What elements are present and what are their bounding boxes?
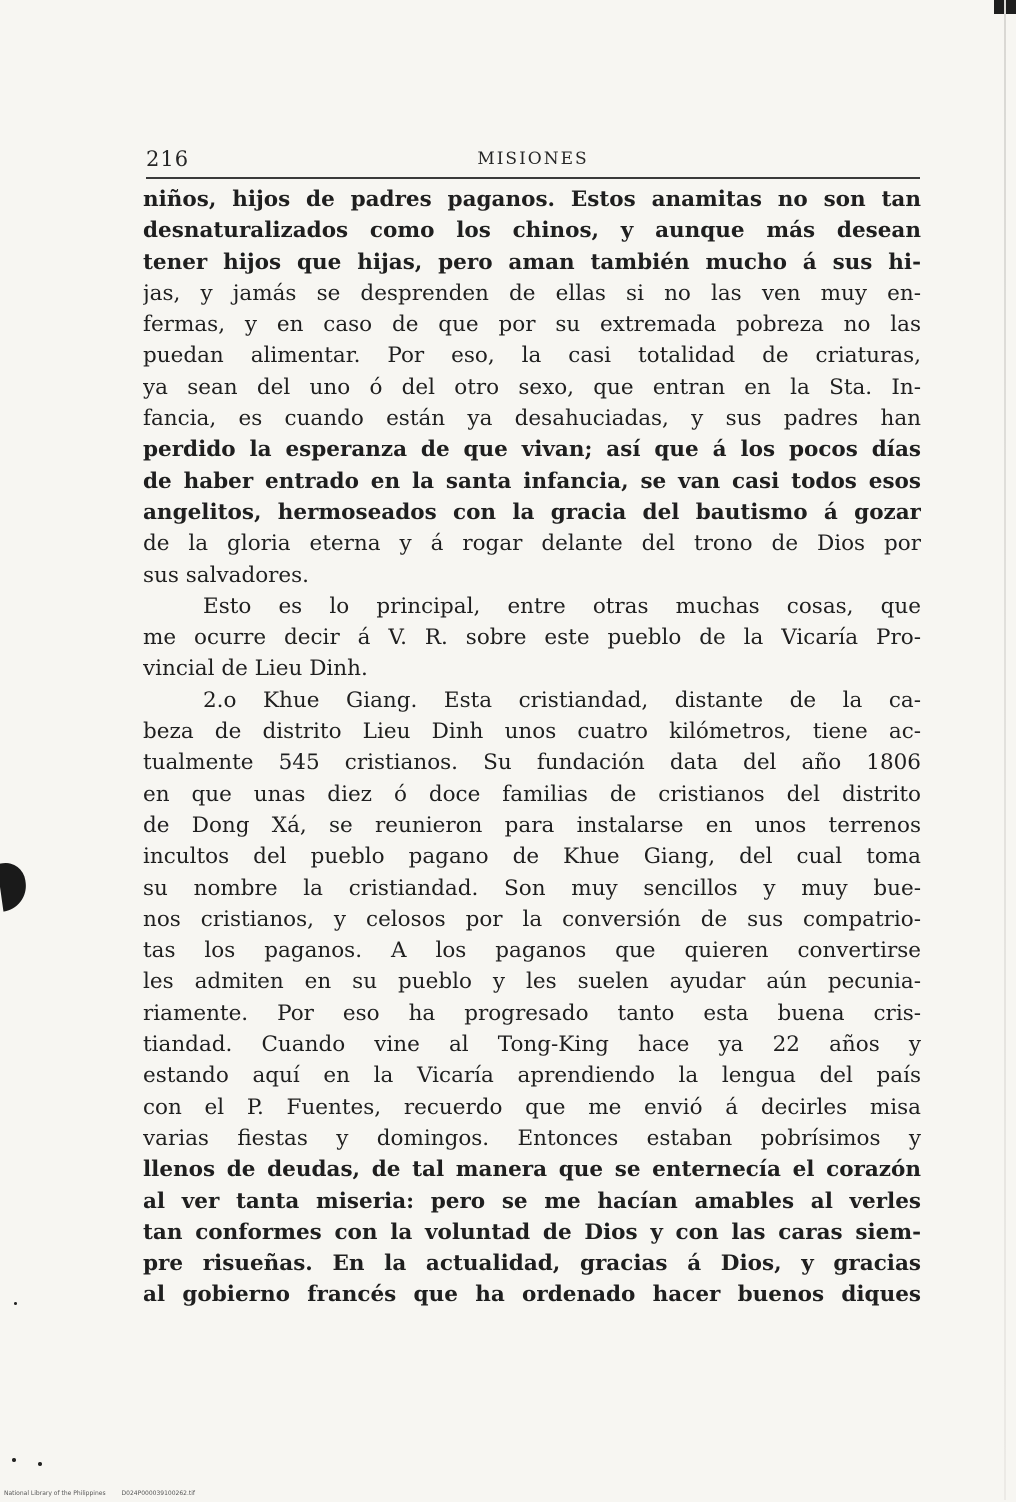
paragraph-start-line: Esto es lo principal, entre otras muchas cosas, que — [203, 593, 921, 619]
text-line: fermas, y en caso de que por su extremada pobreza no las — [143, 312, 921, 338]
text-line: tener hijos que hijas, pero aman también mucho á sus hi- — [143, 249, 921, 275]
text-line: tas los paganos. A los paganos que quieren convertirse — [143, 938, 921, 964]
text-line: me ocurre decir á V. R. sobre este pueblo de la Vicaría Pro- — [143, 625, 921, 651]
page-number: 216 — [146, 147, 190, 171]
paragraph-end-line: sus salvadores. — [143, 562, 310, 588]
text-line: niños, hijos de padres paganos. Estos anamitas no son tan — [143, 187, 921, 212]
text-line: de Dong Xá, se reunieron para instalarse en unos terrenos — [143, 812, 921, 838]
text-line: su nombre la cristiandad. Son muy sencillos y muy bue- — [143, 875, 921, 901]
paragraph-end-line: vincial de Lieu Dinh. — [143, 656, 368, 682]
text-line: puedan alimentar. Por eso, la casi totalidad de criaturas, — [143, 343, 921, 369]
text-line: en que unas diez ó doce familias de cristianos del distrito — [143, 781, 921, 807]
text-line: de la gloria eterna y á rogar delante del trono de Dios por — [143, 531, 921, 557]
text-line: incultos del pueblo pagano de Khue Giang, del cual toma — [143, 844, 921, 870]
speck-3 — [14, 1302, 17, 1305]
scan-footer — [4, 1490, 195, 1497]
text-line: desnaturalizados como los chinos, y aunque más desean — [143, 218, 921, 244]
text-line: perdido la esperanza de que vivan; así que á los pocos días — [143, 437, 921, 463]
text-line: angelitos, hermoseados con la gracia del bautismo á gozar — [143, 499, 921, 525]
text-line: llenos de deudas, de tal manera que se enternecía el corazón — [143, 1157, 921, 1183]
speck-2 — [38, 1462, 42, 1466]
scan-edge-line — [1004, 0, 1006, 1500]
text-line: varias fiestas y domingos. Entonces estaban pobrísimos y — [143, 1125, 921, 1151]
text-line: tualmente 545 cristianos. Su fundación data del año 1806 — [143, 750, 921, 776]
binding-shadow — [0, 860, 29, 911]
body-text — [143, 184, 921, 1311]
running-title: MISIONES — [477, 149, 589, 169]
text-line: pre risueñas. En la actualidad, gracias á Dios, y gracias — [143, 1251, 921, 1277]
text-line: jas, y jamás se desprenden de ellas si no las ven muy en- — [143, 280, 921, 306]
text-line: tiandad. Cuando vine al Tong-King hace ya 22 años y — [143, 1032, 921, 1058]
text-line: al gobierno francés que ha ordenado hacer buenos diques — [143, 1282, 921, 1308]
footer-library: National Library of the Philippines — [4, 1490, 106, 1497]
page-header — [146, 145, 920, 179]
text-line: riamente. Por eso ha progresado tanto esta buena cris- — [143, 1000, 921, 1026]
text-line: de haber entrado en la santa infancia, se van casi todos esos — [143, 468, 921, 494]
text-line: tan conformes con la voluntad de Dios y con las caras siem- — [143, 1219, 921, 1245]
text-line: estando aquí en la Vicaría aprendiendo la lengua del país — [143, 1063, 921, 1089]
speck-1 — [12, 1458, 16, 1462]
text-line: beza de distrito Lieu Dinh unos cuatro kilómetros, tiene ac- — [143, 719, 921, 745]
paragraph-start-line: 2.o Khue Giang. Esta cristiandad, distante de la ca- — [203, 687, 921, 713]
text-line: les admiten en su pueblo y les suelen ayudar aún pecunia- — [143, 969, 921, 995]
text-line: nos cristianos, y celosos por la conversión de sus compatrio- — [143, 906, 921, 932]
text-line: al ver tanta miseria: pero se me hacían amables al verles — [143, 1188, 921, 1214]
text-line: fancia, es cuando están ya desahuciadas, y sus padres han — [143, 406, 921, 432]
footer-identifier: D024P000039100262.tif — [121, 1490, 196, 1497]
text-line: con el P. Fuentes, recuerdo que me envió á decirles misa — [143, 1094, 921, 1120]
text-line: ya sean del uno ó del otro sexo, que entran en la Sta. In- — [143, 374, 921, 400]
